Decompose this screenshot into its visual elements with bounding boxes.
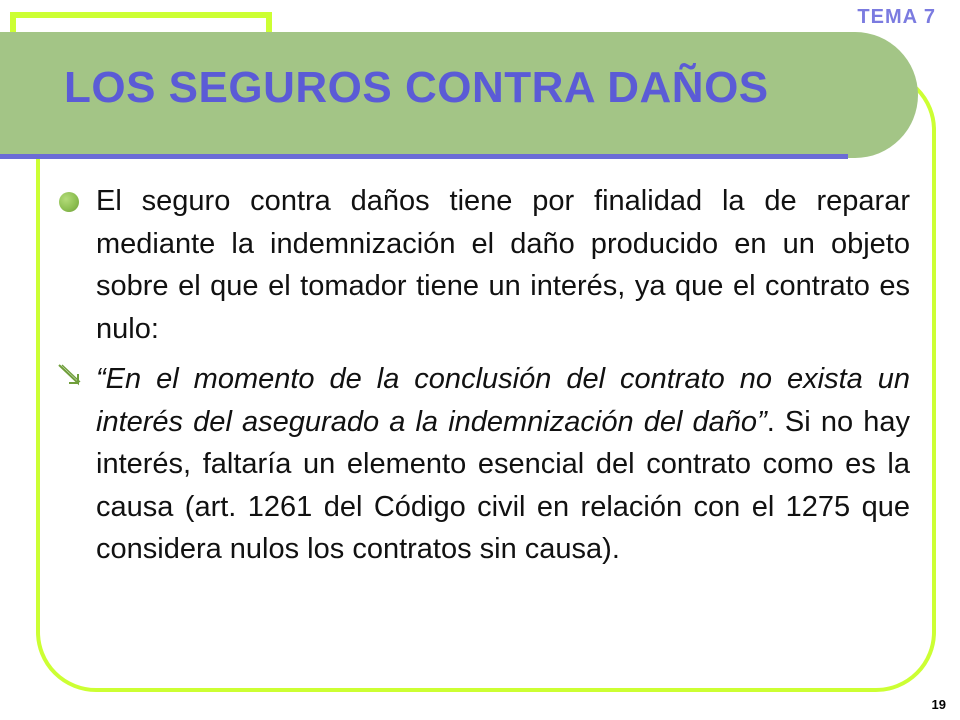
page-number: 19: [931, 697, 946, 712]
paragraph-2-rest: . Si no hay interés, faltaría un elemento esencial del contrato como es la causa (art. 1261 del Código civil en relación con el 1275 que considera nulos los contratos sin causa).: [96, 405, 911, 565]
arrow-bullet-icon: [53, 361, 87, 395]
bullet-item-1: [96, 180, 910, 350]
paragraph-2: [96, 358, 910, 571]
topic-label: TEMA 7: [857, 6, 936, 28]
paragraph-1: El seguro contra daños tiene por finalidad la de reparar mediante la indemnización el daño producido en un objeto sobre el que el tomador tiene un interés, ya que el contrato es nulo:: [96, 185, 910, 345]
title-underline: [0, 154, 848, 159]
bullet-item-2: [96, 358, 910, 571]
bullet-dot-icon: [59, 192, 79, 212]
legal-quote: “En el momento de la conclusión del contrato no exista un interés del asegurado a la indemnización del daño”: [96, 363, 910, 438]
slide-content: [96, 180, 910, 571]
slide-title: LOS SEGUROS CONTRA DAÑOS: [64, 63, 769, 112]
